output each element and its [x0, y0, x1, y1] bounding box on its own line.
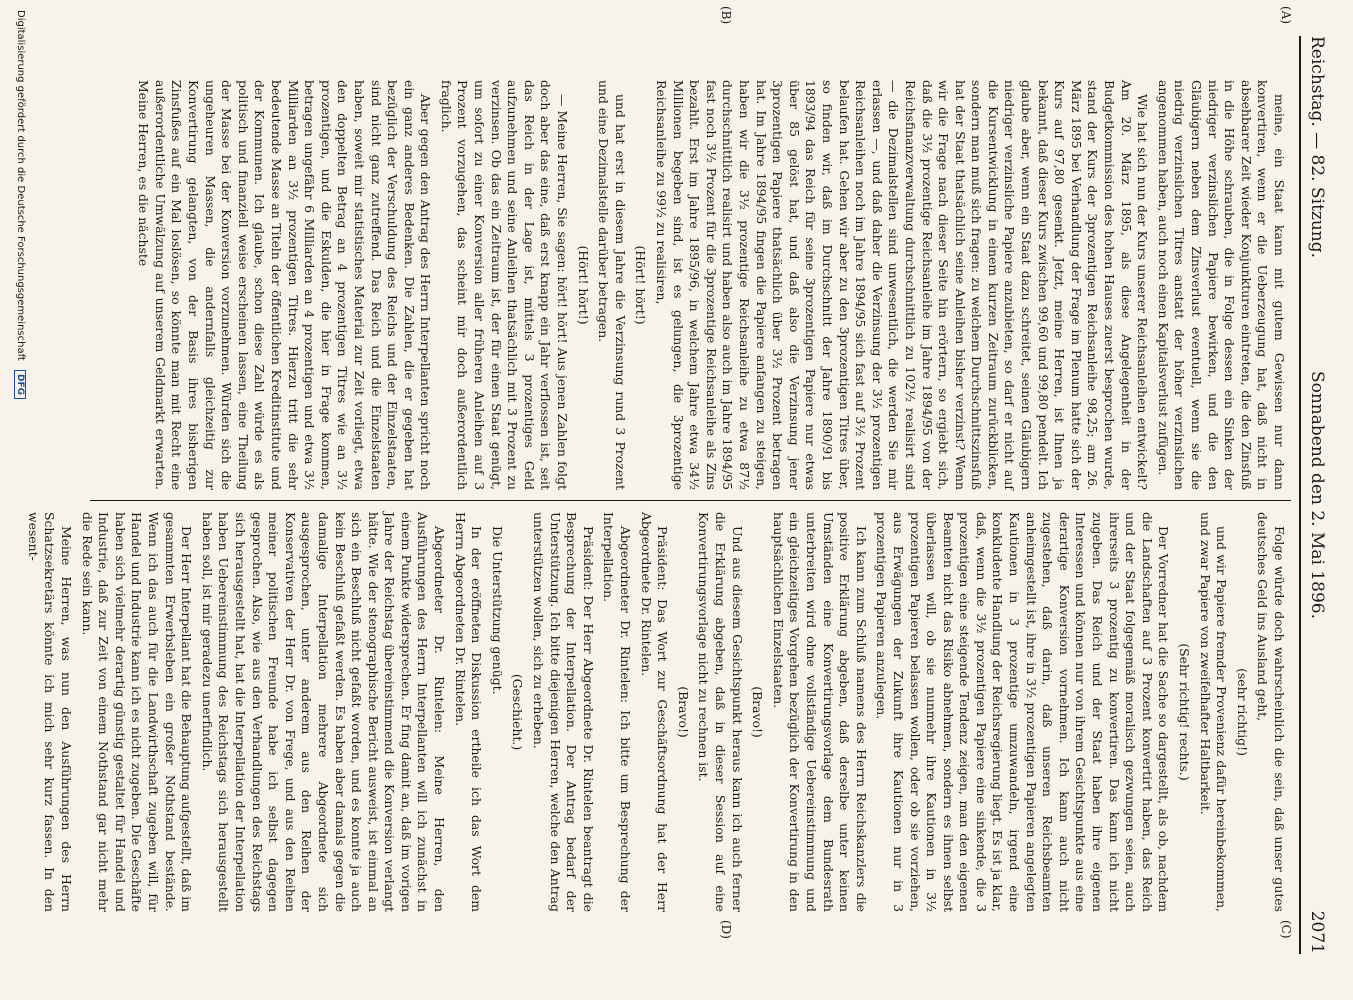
- right-paragraph: Die Unterstützung genügt.: [489, 526, 505, 695]
- right-interjection: (Geschieht.): [510, 673, 526, 751]
- right-interjection: (Bravo!): [675, 686, 691, 738]
- right-interjection: (Bravo!): [750, 686, 766, 738]
- page-header: [1299, 36, 1331, 954]
- funding-text: Digitalisierung gefördert durch die Deutsche Forschungsgemeinschaft: [15, 10, 26, 361]
- funding-note: [14, 10, 26, 399]
- margin-marker-c: (C): [1279, 920, 1293, 939]
- right-paragraph: Meine Herren, was nun den Ausführungen des Herrn Schatzsekretärs könnte ich mich sehr kurz fassen. In den wesent-: [25, 512, 75, 912]
- left-paragraph: und hat erst in diesem Jahre die Verzinsung rund 3 Prozent und eine Dezimalstelle darüber betragen.: [596, 80, 628, 490]
- left-paragraph: — Meine Herren, Sie sagen: hört! hört! Aus jenen Zahlen folgt doch aber das eine, daß erst knapp ein Jahr verflossen ist, seit das Reich in der Lage ist, mittels 3 prozentiges Geld aufzunehmen und seine Anleihen thatsächlich mit 3 Prozent zu verzinsen. Ob das ein Zeitraum ist, der für einen Staat genügt, um sofort zu einer Konversion aller früheren Anleihen auf 3 Prozent vorzugehen, das scheint mir doch außerordentlich fraglich.: [438, 80, 571, 490]
- left-paragraph: meine, ein Staat kann mit gutem Gewissen nur dann konvertiren, wenn er die Ueberzeugung hat, daß nicht in absehbarer Zeit wieder Konjunkturen eintreten, die den Zinsfuß in die Höhe schrauben, die in Folge dessen ein Sinken der niedriger verzinslichen Papiere bewirken, und die den Gläubigern neben dem Zinsverlust eventuell, wenn sie die niedrig verzinslichen Titres anstatt der höher verzinslichen angenommen haben, auch noch einen Kapitalsverlust zufügen.: [1155, 80, 1287, 490]
- right-paragraph: In der eröffneten Diskussion ertheile ich das Wort dem Herrn Abgeordneten Dr. Rintelen.: [452, 512, 485, 912]
- header-date: Sonnabend den 2. Mai 1896.: [1307, 370, 1327, 620]
- right-paragraph: Der Vorredner hat die Sache so dargestellt, als ob, nachdem die Landschaften auf 3 Prozent konvertirt haben, das Reich und der Staat folgegemäß moralisch gezwungen seien, auch ihrerseits 3 prozentig zu konvertiren. Das kann ich nicht zugeben. Das Reich und der Staat haben ihre eigenen Interessen und können nur von ihrem Gesichtspunkte aus eine derartige Konversion vornehmen. Ich kann auch nicht zugestehen, daß darin, daß unseren Reichsbeamten anheimgestellt ist, ihre in 3½ prozentigen Papieren angelegten Kautionen in 3 prozentige umzuwandeln, irgend eine konkludente Handlung der Reichsregierung liegt. Es ist ja klar, daß, wenn die 3½ prozentigen Papiere eine sinkende, die 3 prozentigen eine steigende Tendenz zeigen, man den eigenen Beamten nicht das Risiko abnehmen, sondern es ihnen selbst überlassen will, ob sie nunmehr ihre Kautionen in 3½ prozentigen Papieren belassen wollen, oder ob sie vorziehen, aus Erwägungen der Zukunft ihre Kautionen nur in 3 prozentigen Papieren anzulegen.: [874, 512, 1172, 912]
- margin-marker-a: (A): [1279, 6, 1293, 25]
- right-paragraph: Abgeordneter Dr. Rintelen: Ich bitte um Besprechung der Interpellation.: [601, 512, 634, 912]
- right-paragraph: Der Herr Interpellant hat die Behauptung aufgestellt, daß im gesammten Erwerbsleben ein großer Nothstand bestände. Wenn ich das auch für die Landwirthschaft zugeben will, für Handel und Industrie kann ich es nicht zugeben. Die Geschäfte haben sich vielmehr derartig günstig gestaltet für Handel und Industrie, daß zur Zeit von einem Nothstand gar nicht mehr die Rede sein kann.: [79, 512, 195, 912]
- column-divider: [90, 500, 1291, 501]
- right-interjection: (Sehr richtig! rechts.): [1177, 643, 1193, 781]
- right-interjection: (sehr richtig!): [1234, 668, 1250, 756]
- left-paragraph: Wie hat sich nun der Kurs unserer Reichsanleihen entwickelt? Am 20. März 1895, als diese Angelegenheit in der Budgetkommission des hohen Hauses zuerst besprochen wurde, stand der Kurs der 3prozentigen Reichsanleihe 98,25; am 26. März 1895 bei Verhandlung der Frage im Plenum hatte sich der Kurs auf 97,80 gesenkt. Jetzt, meine Herren, ist Ihnen ja bekannt, daß dieser Kurs zwischen 99,60 und 99,80 pendelt. Ich glaube aber, wenn ein Staat dazu schreitet, seinen Gläubigern niedriger verzinsliche Papiere anzubieten, so darf er nicht auf die Kursentwicklung in einem kurzen Zeitraum zurückblicken, sondern man muß sich fragen: zu welchem Durchschnittszinsfuß hat der Staat thatsächlich seine Anleihen bisher verzinst? Wenn wir die Frage nach dieser Seite hin erörtern, so ergiebt sich, daß die 3½ prozentige Reichsanleihe im Jahre 1894/95 von der Reichsfinanzverwaltung durchschnittlich zu 102½ realisirt sind — die Dezimalstellen sind unwesentlich, die werden Sie mir erlassen —, und daß daher die Verzinsung der 3½ prozentigen Reichsanleihen noch im Jahre 1894/95 sich fast auf 3½ Prozent belaufen hat. Gehen wir aber zu den 3prozentigen Titres über, so finden wir, daß im Durchschnitt der Jahre 1890/91 bis 1893/94 das Reich für seine 3prozentigen Papiere nur etwas über 85 gelöst hat, und daß also die Verzinsung jener 3prozentigen Papiere thatsächlich über 3½ Prozent betragen hat. Im Jahre 1894/95 fingen die Papiere anfangen zu steigen, haben wir die 3½ prozentige Reichsanleihe zu etwa 87½ durchschnittlich realisirt und haben also auch im Jahre 1894/95 fast noch 3½ Prozent für die 3prozentige Reichsanleihe als Zins bezahlt. Erst im Jahre 1895/96, in welchem Jahre etwa 34½ Millionen begeben sind, ist es gelungen, die 3prozentige Reichsanleihe zu 99½ zu realisiren,: [654, 80, 1151, 490]
- right-paragraph: Und aus diesem Gesichtspunkt heraus kann ich auch ferner die Erklärung abgeben, daß in dieser Session auf eine Konvertirungsvorlage nicht zu rechnen ist.: [696, 512, 745, 912]
- margin-marker-b: (B): [719, 6, 733, 25]
- right-paragraph: Präsident: Der Herr Abgeordnete Dr. Rintelen beantragt die Besprechung der Interpellation. Der Antrag bedarf der Unterstützung. Ich bitte diejenigen Herren, welche den Antrag unterstützen wollen, sich zu erheben.: [531, 512, 596, 912]
- right-paragraph: und wir Papiere fremder Provenienz dafür hereinbekommen, und zwar Papiere von zweifelhafter Haltbarkeit.: [1197, 512, 1230, 912]
- right-paragraph: Folge würde doch wahrscheinlich die sein, daß unser gutes deutsches Geld ins Ausland geht,: [1255, 512, 1287, 912]
- page-number: 2071: [1307, 910, 1327, 954]
- left-column: [96, 80, 1287, 490]
- left-interjection: (Hört! hört!): [633, 245, 649, 325]
- margin-marker-d: (D): [719, 920, 733, 939]
- header-session: Reichstag. — 82. Sitzung.: [1307, 36, 1327, 259]
- right-column: [25, 512, 1287, 912]
- left-paragraph: Aber gegen den Antrag des Herrn Interpellanten spricht noch ein ganz anderes Bedenken. Die Zahlen, die er gegeben hat bezüglich der Verschuldung des Reichs und der Einzelstaaten, sind nicht ganz zutreffend. Das Reich und die Einzelstaaten haben, soweit mir statistisches Material zur Zeit vorliegt, etwa den doppelten Betrag an 4 prozentigen Titres wie an 3½ prozentigen, und die Eskulden, die hier in Frage kommen, betragen ungefähr 6 Milliarden an 4 prozentigen und etwa 3½ Milliarden an 3½ prozentigen Titres. Hierzu tritt die sehr bedeutende Masse an Titeln der öffentlichen Kreditinstitute und der Kommunen. Ich glaube, schon diese Zahl würde es als politisch und finanziell weise erscheinen lassen, eine Theilung der Masse bei der Konversion vorzunehmen. Würden sich die ungeheuren Massen, die andernfalls gleichzeitig zur Konvertirung gelangten, von der Basis ihres bisherigen Zinsfußes auf ein Mal loslösen, so könnte man mit Recht eine außerordentliche Umwälzung auf unserem Geldmarkt erwarten. Meine Herren, es die nächste: [136, 80, 434, 490]
- dfg-logo: DFG: [14, 370, 26, 399]
- right-paragraph: Abgeordneter Dr. Rintelen: Meine Herren, den Ausführungen des Herrn Interpellanten will ich zunächst in einem Punkte widersprechen. Er fing damit an, daß im vorigen Jahre der Reichstag übereinstimmend die Konversion verlangt hätte. Wie der stenographische Bericht ausweist, ist einmal an sich ein Beschluß nicht gefaßt worden, und es konnte ja auch kein Beschluß gefaßt werden. Es haben aber damals gegen die damalige Interpellation mehrere Abgeordnete sich ausgesprochen, unter anderem aus den Reihen der Konservativen der Herr Dr. von Frege, und aus den Reihen meiner politischen Freunde habe ich selbst dagegen gesprochen. Also, wie aus den Verhandlungen des Reichstags sich herausgestellt hat, hat die Interpellation der Interpellation haben Uebereinstimmung des Reichstags sich herausgestellt haben soll, ist mir geradezu unerfindlich.: [199, 512, 448, 912]
- left-interjection: (Hört! hört!): [575, 245, 591, 325]
- right-paragraph: Ich kann zum Schluß namens des Herrn Reichskanzlers die positive Erklärung abgeben, daß derselbe unter keinen Umständen eine Konvertirungsvorlage dem Bundesrath unterbreiten wird ohne vollständige Uebereinstimmung und ein gleichzeitiges Vorgehen bezüglich der Konvertirung in den hauptsächlichen Einzelstaaten.: [770, 512, 869, 912]
- right-paragraph: Präsident: Das Wort zur Geschäftsordnung hat der Herr Abgeordnete Dr. Rintelen.: [638, 512, 671, 912]
